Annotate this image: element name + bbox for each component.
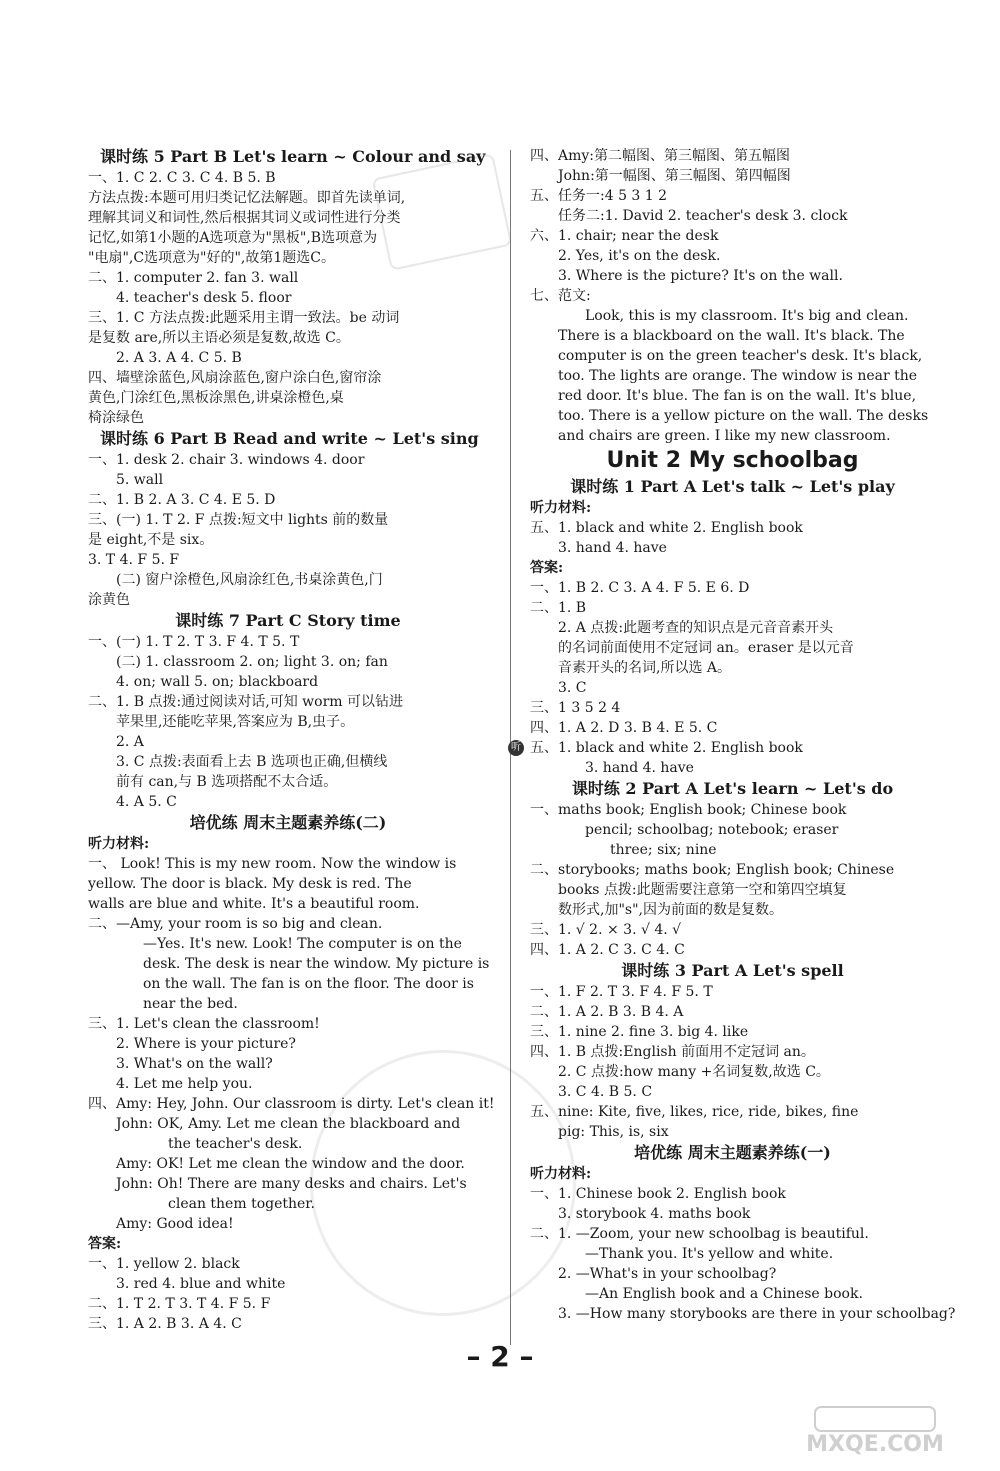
line-text: 椅涂绿色 — [88, 410, 144, 426]
answer-line — [88, 1154, 488, 1174]
answer-line — [530, 1062, 935, 1082]
line-text: 四、Amy:第二幅图、第三幅图、第五幅图 — [530, 148, 791, 164]
line-text: (二) 窗户涂橙色,风扇涂红色,书桌涂黄色,门 — [116, 572, 383, 588]
answer-line — [530, 166, 935, 186]
line-text: 2. Yes, it's on the desk. — [558, 248, 721, 264]
line-text: 4. A 5. C — [116, 794, 177, 810]
answer-line — [88, 894, 488, 914]
line-text: 二、1. B — [530, 600, 587, 616]
line-text: 三、(一) 1. T 2. F 点拨:短文中 lights 前的数量 — [88, 512, 389, 528]
line-text: 二、1. A 2. B 3. B 4. A — [530, 1004, 684, 1020]
line-text: 记忆,如第1小题的A选项意为"黑板",B选项意为 — [88, 230, 378, 246]
line-text: 3. C 4. B 5. C — [558, 1084, 653, 1100]
line-text: 三、1. C 方法点拨:此题采用主谓一致法。be 动词 — [88, 310, 400, 326]
answer-line — [530, 900, 935, 920]
line-text: 2. A — [116, 734, 144, 750]
answer-line — [530, 326, 935, 346]
line-text: 2. —What's in your schoolbag? — [558, 1266, 777, 1282]
section-heading — [88, 428, 488, 450]
answer-line — [530, 638, 935, 658]
answer-line — [530, 286, 935, 306]
answer-line — [530, 940, 935, 960]
answer-line — [88, 1174, 488, 1194]
line-text: John:第一幅图、第三幅图、第四幅图 — [558, 168, 791, 184]
answer-line — [88, 470, 488, 490]
line-text: John: Oh! There are many desks and chairs. Let's — [116, 1176, 467, 1192]
answer-line — [88, 1114, 488, 1134]
line-text: 3. —How many storybooks are there in your schoolbag? — [558, 1306, 956, 1322]
line-text: "电扇",C选项意为"好的",故第1题选C。 — [88, 250, 335, 266]
answer-line — [88, 1294, 488, 1314]
answer-line — [88, 772, 488, 792]
answer-line — [88, 228, 488, 248]
page-number: – 2 – — [466, 1340, 534, 1373]
line-text: and chairs are green. I like my new classroom. — [558, 428, 891, 444]
line-text: red door. It's blue. The fan is on the wall. It's blue, — [558, 388, 917, 404]
line-text: computer is on the green teacher's desk. It's black, — [558, 348, 923, 364]
line-text: 方法点拨:本题可用归类记忆法解题。即首先读单词, — [88, 190, 406, 206]
section-heading — [88, 812, 488, 834]
line-text: pencil; schoolbag; notebook; eraser — [585, 822, 839, 838]
line-text: 3. hand 4. have — [585, 760, 694, 776]
answer-line — [530, 306, 935, 326]
answer-line — [88, 1254, 488, 1274]
answer-line — [88, 914, 488, 934]
answer-line — [88, 388, 488, 408]
answer-line — [88, 672, 488, 692]
answer-line — [530, 1022, 935, 1042]
answer-line — [530, 1204, 935, 1224]
answer-line — [530, 1224, 935, 1244]
line-text: 3. T 4. F 5. F — [88, 552, 180, 568]
line-text: 课时练 5 Part B Let's learn ~ Colour and say — [100, 147, 486, 166]
line-text: 3. C 点拨:表面看上去 B 选项也正确,但横线 — [116, 754, 388, 770]
subsection-label — [88, 834, 488, 854]
listen-icon: 听 — [508, 740, 524, 756]
answer-line — [88, 1194, 488, 1214]
answer-line — [88, 1314, 488, 1334]
line-text: 一、1. yellow 2. black — [88, 1256, 240, 1272]
line-text: 五、任务一:4 5 3 1 2 — [530, 188, 668, 204]
answer-line — [88, 792, 488, 812]
line-text: desk. The desk is near the window. My picture is — [143, 956, 490, 972]
line-text: 培优练 周末主题素养练(二) — [189, 813, 387, 832]
answer-line — [530, 598, 935, 618]
line-text: 三、1. √ 2. × 3. √ 4. √ — [530, 922, 682, 938]
answer-line — [88, 268, 488, 288]
line-text: 四、墙壁涂蓝色,风扇涂蓝色,窗户涂白色,窗帘涂 — [88, 370, 382, 386]
line-text: 答案: — [88, 1236, 122, 1252]
answer-line — [88, 188, 488, 208]
line-text: 课时练 2 Part A Let's learn ~ Let's do — [571, 779, 894, 798]
answer-line — [88, 874, 488, 894]
answer-line — [88, 348, 488, 368]
answer-line — [530, 1244, 935, 1264]
line-text: (二) 1. classroom 2. on; light 3. on; fan — [116, 654, 388, 670]
line-text: 一、 Look! This is my new room. Now the window is — [88, 856, 457, 872]
line-text: 培优练 周末主题素养练(一) — [634, 1143, 831, 1162]
line-text: 2. A 3. A 4. C 5. B — [116, 350, 242, 366]
answer-line — [88, 288, 488, 308]
answer-line — [530, 1042, 935, 1062]
line-text: 三、1. nine 2. fine 3. big 4. like — [530, 1024, 749, 1040]
line-text: 3. hand 4. have — [558, 540, 667, 556]
line-text: 3. storybook 4. maths book — [558, 1206, 751, 1222]
line-text: 听力材料: — [530, 1166, 592, 1182]
answer-line — [88, 632, 488, 652]
answer-line — [530, 226, 935, 246]
line-text: 4. on; wall 5. on; blackboard — [116, 674, 319, 690]
answer-line — [88, 550, 488, 570]
line-text: 五、1. black and white 2. English book — [530, 520, 803, 536]
line-text: 听力材料: — [530, 500, 592, 516]
line-text: 三、1. A 2. B 3. A 4. C — [88, 1316, 242, 1332]
line-text: 二、1. B 2. A 3. C 4. E 5. D — [88, 492, 276, 508]
answer-line — [88, 752, 488, 772]
line-text: 课时练 1 Part A Let's talk ~ Let's play — [570, 477, 895, 496]
answer-line — [530, 678, 935, 698]
answer-line — [88, 1274, 488, 1294]
line-text: 四、1. A 2. C 3. C 4. C — [530, 942, 685, 958]
line-text: —Thank you. It's yellow and white. — [585, 1246, 834, 1262]
line-text: 一、1. F 2. T 3. F 4. F 5. T — [530, 984, 713, 1000]
answer-line — [88, 692, 488, 712]
answer-line — [530, 800, 935, 820]
line-text: 数形式,加"s",因为前面的数是复数。 — [558, 902, 783, 918]
answer-line — [530, 860, 935, 880]
line-text: —Yes. It's new. Look! The computer is on the — [143, 936, 462, 952]
line-text: 二、1. T 2. T 3. T 4. F 5. F — [88, 1296, 271, 1312]
line-text: 是复数 are,所以主语必须是复数,故选 C。 — [88, 330, 350, 346]
answer-line — [530, 1284, 935, 1304]
section-heading — [88, 610, 488, 632]
line-text: 二、1. —Zoom, your new schoolbag is beautiful. — [530, 1226, 869, 1242]
line-text: 前有 can,与 B 选项搭配不太合适。 — [116, 774, 338, 790]
answer-line — [530, 718, 935, 738]
line-text: 3. What's on the wall? — [116, 1056, 273, 1072]
answer-line — [88, 1034, 488, 1054]
line-text: 涂黄色 — [88, 592, 130, 608]
answer-line — [88, 590, 488, 610]
subsection-label — [530, 558, 935, 578]
line-text: 2. A 点拨:此题考查的知识点是元音音素开头 — [558, 620, 834, 636]
answer-line — [530, 146, 935, 166]
line-text: 听力材料: — [88, 836, 150, 852]
line-text: 是 eight,不是 six。 — [88, 532, 214, 548]
answer-line — [88, 954, 488, 974]
answer-line — [88, 1134, 488, 1154]
section-heading — [530, 476, 935, 498]
line-text: 二、1. B 点拨:通过阅读对话,可知 worm 可以钻进 — [88, 694, 403, 710]
line-text: the teacher's desk. — [168, 1136, 303, 1152]
answer-line — [530, 1264, 935, 1284]
answer-line — [88, 248, 488, 268]
answer-line — [530, 1102, 935, 1122]
right-column-bottom — [511, 476, 956, 1324]
line-text: 三、1 3 5 2 4 — [530, 700, 621, 716]
line-text: 2. Where is your picture? — [116, 1036, 296, 1052]
line-text: on the wall. The fan is on the floor. The door is — [143, 976, 474, 992]
line-text: 课时练 6 Part B Read and write ~ Let's sing — [100, 429, 479, 448]
left-column — [88, 146, 495, 1334]
answer-line — [88, 712, 488, 732]
answer-line — [530, 186, 935, 206]
line-text: 三、1. Let's clean the classroom! — [88, 1016, 320, 1032]
answer-line — [530, 1304, 956, 1324]
line-text: too. The lights are orange. The window is near the — [558, 368, 918, 384]
answer-line — [530, 658, 935, 678]
line-text: 5. wall — [116, 472, 164, 488]
line-text: walls are blue and white. It's a beautiful room. — [88, 896, 420, 912]
answer-line — [88, 328, 488, 348]
answer-line — [88, 1054, 488, 1074]
answer-line — [88, 570, 488, 590]
line-text: 五、1. black and white 2. English book — [530, 740, 803, 756]
line-text: 4. Let me help you. — [116, 1076, 253, 1092]
answer-line — [530, 406, 935, 426]
line-text: three; six; nine — [610, 842, 717, 858]
line-text: Look, this is my classroom. It's big and clean. — [585, 308, 909, 324]
line-text: 答案: — [530, 560, 564, 576]
unit-title: Unit 2 My schoolbag — [606, 448, 859, 473]
answer-line — [88, 1014, 488, 1034]
line-text: Amy: OK! Let me clean the window and the door. — [116, 1156, 465, 1172]
answer-line — [88, 934, 488, 954]
line-text: There is a blackboard on the wall. It's black. The — [558, 328, 905, 344]
line-text: John: OK, Amy. Let me clean the blackboard and — [116, 1116, 461, 1132]
line-text: 课时练 7 Part C Story time — [175, 611, 401, 630]
answer-line — [530, 1184, 935, 1204]
line-text: 一、1. Chinese book 2. English book — [530, 1186, 786, 1202]
subsection-label — [530, 1164, 935, 1184]
answer-line — [88, 530, 488, 550]
svg-text:MXQE.COM: MXQE.COM — [806, 1432, 944, 1457]
line-text: —An English book and a Chinese book. — [585, 1286, 863, 1302]
line-text: 一、1. C 2. C 3. C 4. B 5. B — [88, 170, 276, 186]
line-text: 一、(一) 1. T 2. T 3. F 4. T 5. T — [88, 634, 300, 650]
line-text: yellow. The door is black. My desk is red. The — [88, 876, 412, 892]
line-text: 3. Where is the picture? It's on the wall. — [558, 268, 843, 284]
answer-line — [88, 994, 488, 1014]
answer-line — [530, 578, 935, 598]
answer-line — [88, 1094, 495, 1114]
line-text: clean them together. — [168, 1196, 315, 1212]
section-heading — [530, 1142, 935, 1164]
answer-line — [530, 538, 935, 558]
line-text: Amy: Good idea! — [116, 1216, 234, 1232]
answer-line — [88, 1214, 488, 1234]
line-text: 二、1. computer 2. fan 3. wall — [88, 270, 299, 286]
answer-line — [530, 366, 935, 386]
answer-line — [88, 510, 488, 530]
line-text: books 点拨:此题需要注意第一空和第四空填复 — [558, 882, 847, 898]
answer-line — [530, 840, 935, 860]
subsection-label — [530, 498, 935, 518]
site-logo — [775, 1405, 975, 1460]
answer-line — [88, 490, 488, 510]
answer-line — [88, 408, 488, 428]
line-text: pig: This, is, six — [558, 1124, 669, 1140]
answer-line — [88, 168, 488, 188]
answer-line — [530, 982, 935, 1002]
section-heading — [530, 778, 935, 800]
line-text: 五、nine: Kite, five, likes, rice, ride, bikes, fine — [530, 1104, 859, 1120]
answer-line — [530, 1002, 935, 1022]
line-text: 一、1. B 2. C 3. A 4. F 5. E 6. D — [530, 580, 750, 596]
right-column-top — [530, 146, 935, 446]
line-text: 二、storybooks; maths book; English book; Chinese — [530, 862, 895, 878]
right-column — [511, 146, 956, 1324]
answer-line — [88, 368, 488, 388]
line-text: 四、Amy: Hey, John. Our classroom is dirty. Let's clean it! — [88, 1096, 495, 1112]
answer-line — [88, 450, 488, 470]
answer-line — [530, 1122, 935, 1142]
line-text: 四、1. A 2. D 3. B 4. E 5. C — [530, 720, 718, 736]
line-text: 3. red 4. blue and white — [116, 1276, 286, 1292]
answer-line — [530, 206, 935, 226]
line-text: 课时练 3 Part A Let's spell — [621, 961, 844, 980]
line-text: 一、1. desk 2. chair 3. windows 4. door — [88, 452, 365, 468]
answer-line — [530, 346, 935, 366]
answer-line — [88, 732, 488, 752]
line-text: 3. C — [558, 680, 587, 696]
answer-line — [530, 426, 935, 446]
answer-line — [530, 386, 935, 406]
answer-line — [530, 246, 935, 266]
line-text: 一、maths book; English book; Chinese book — [530, 802, 847, 818]
answer-line — [88, 308, 488, 328]
answer-line — [88, 974, 488, 994]
line-text: 二、—Amy, your room is so big and clean. — [88, 916, 383, 932]
line-text: 七、范文: — [530, 288, 591, 304]
answer-line — [530, 920, 935, 940]
line-text: near the bed. — [143, 996, 238, 1012]
answer-line — [530, 698, 935, 718]
line-text: 四、1. B 点拨:English 前面用不定冠词 an。 — [530, 1044, 815, 1060]
answer-line — [530, 820, 935, 840]
section-heading — [530, 960, 935, 982]
answer-line — [530, 518, 935, 538]
line-text: too. There is a yellow picture on the wall. The desks — [558, 408, 929, 424]
line-text: 任务二:1. David 2. teacher's desk 3. clock — [558, 208, 848, 224]
answer-line — [88, 854, 488, 874]
answer-line — [88, 652, 488, 672]
answer-line — [530, 880, 935, 900]
answer-line — [88, 1074, 488, 1094]
subsection-label — [88, 1234, 488, 1254]
line-text: 理解其词义和词性,然后根据其词义或词性进行分类 — [88, 210, 401, 226]
line-text: 六、1. chair; near the desk — [530, 228, 719, 244]
line-text: 4. teacher's desk 5. floor — [116, 290, 292, 306]
line-text: 黄色,门涂红色,黑板涂黑色,讲桌涂橙色,桌 — [88, 390, 344, 406]
line-text: 苹果里,还能吃苹果,答案应为 B,虫子。 — [116, 714, 355, 730]
answer-line — [530, 618, 935, 638]
answer-line — [530, 266, 935, 286]
line-text: 的名词前面使用不定冠词 an。eraser 是以元音 — [558, 640, 854, 656]
answer-line — [88, 208, 488, 228]
line-text: 2. C 点拨:how many +名词复数,故选 C。 — [558, 1064, 830, 1080]
answer-line-listening — [511, 738, 935, 758]
line-text: 音素开头的名词,所以选 A。 — [558, 660, 732, 676]
answer-line — [530, 758, 935, 778]
answer-line — [530, 1082, 935, 1102]
section-heading — [88, 146, 488, 168]
